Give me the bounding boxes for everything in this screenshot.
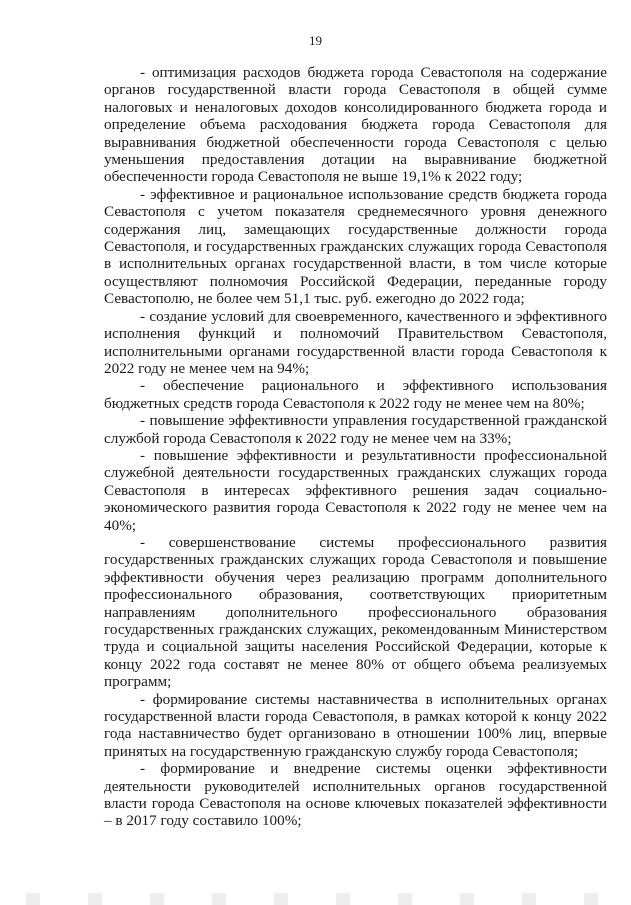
paragraph-conditions: - создание условий для своевременного, качественного и эффективного исполнения функций и полномочий Правительством Севастополя, исполнительными органами государственной власти города Севастополя к 2022 году не менее чем на 94%; [104, 307, 607, 377]
paragraph-professional-development: - совершенствование системы профессионального развития государственных гражданских служащих города Севастополя и повышение эффективности обучения через реализацию программ дополнительного профессионального образования, соответствующих приоритетным направлениям дополнительного профессионального образования государственных гражданских служащих, рекомендованным Министерством труда и социальной защиты населения Российской Федерации, которые к концу 2022 года составят не менее 80% от общего объема реализуемых программ; [104, 533, 607, 691]
scan-bottom-edge [0, 893, 631, 905]
page-number: 19 [309, 33, 322, 48]
paragraph-rational-use: - обеспечение рационального и эффективного использования бюджетных средств города Севастополя к 2022 году не менее чем на 80%; [104, 377, 607, 412]
paragraph-mentoring: - формирование системы наставничества в исполнительных органах государственной власти города Севастополя, в рамках которой к концу 2022 года наставничество будет организовано в отношении 100% лиц, впервые принятых на государственную гражданскую службу города Севастополя; [104, 690, 607, 760]
paragraph-budget-efficiency: - эффективное и рациональное использование средств бюджета города Севастополя с учетом показателя среднемесячного уровня денежного содержания лиц, замещающих государственные должности города Севастополя, и государственных гражданских служащих города Севастополя в исполнительных органах государственной власти, в том числе которые осуществляют полномочия Российской Федерации, переданные городу Севастополю, не более чем 51,1 тыс. руб. ежегодно до 2022 года; [104, 185, 607, 308]
paragraph-service-performance: - повышение эффективности и результативности профессиональной служебной деятельности государственных гражданских служащих города Севастополя в интересах эффективного решения задач социально-экономического развития города Севастополя к 2022 году не менее чем на 40%; [104, 446, 607, 534]
paragraph-service-management: - повышение эффективности управления государственной гражданской службой города Севастополя к 2022 году не менее чем на 33%; [104, 412, 607, 447]
paragraph-evaluation-system: - формирование и внедрение системы оценки эффективности деятельности руководителей исполнительных органов государственной власти города Севастополя на основе ключевых показателей эффективности – в 2017 году составило 100%; [104, 760, 607, 830]
document-body [104, 64, 607, 830]
paragraph-budget-optimization: - оптимизация расходов бюджета города Севастополя на содержание органов государственной власти города Севастополя в общей сумме налоговых и неналоговых доходов консолидированного бюджета города и определение объема расходования бюджета города Севастополя для выравнивания бюджетной обеспеченности города Севастополя с целью уменьшения предоставления дотации на выравнивание бюджетной обеспеченности города Севастополя не выше 19,1% к 2022 году; [104, 64, 607, 186]
